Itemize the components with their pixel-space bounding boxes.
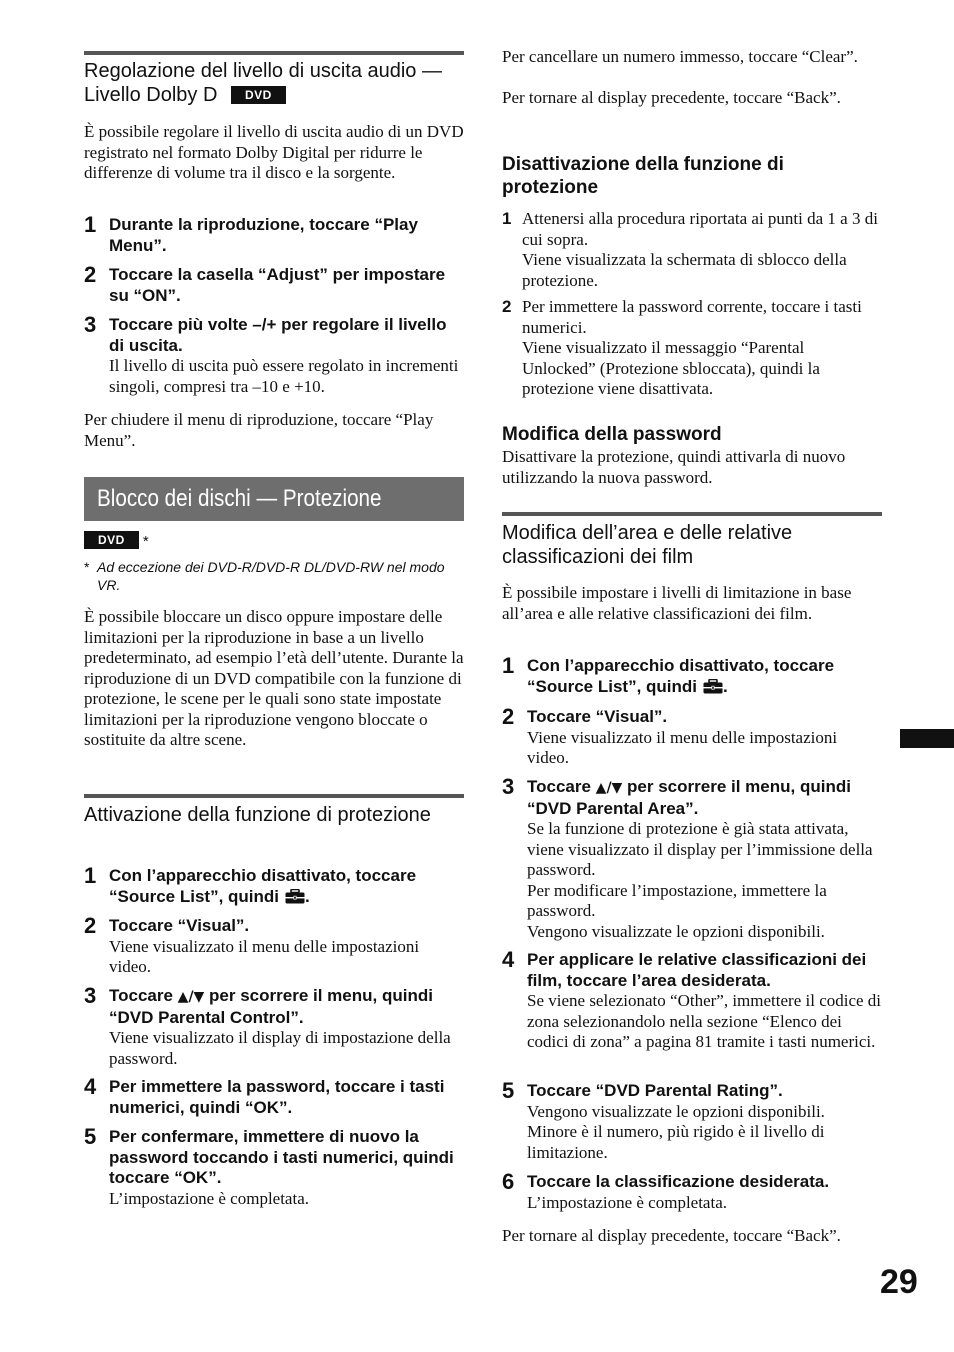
step-note: Se la funzione di protezione è già stata attivata, viene visualizzato il display per l’immissione della password.: [527, 819, 873, 879]
section-title-change-password: Modifica della password: [502, 424, 722, 445]
step-number: 2: [84, 262, 97, 287]
area-step-5: [502, 1078, 882, 1163]
section-rule: [84, 51, 464, 55]
footnote-text: Ad eccezione dei DVD-R/DVD-R DL/DVD-RW nel modo VR.: [97, 559, 445, 593]
step-text: Per immettere la password corrente, toccare i tasti numerici.: [522, 297, 862, 337]
activation-step-1: [84, 863, 464, 907]
step-number: 1: [84, 863, 97, 888]
step-text: [527, 777, 882, 819]
step-number: 5: [84, 1124, 97, 1149]
step-number: 2: [502, 704, 515, 729]
area-closing: Per tornare al display precedente, toccare “Back”.: [502, 1226, 841, 1245]
disable-step-1: [502, 209, 882, 291]
step-text: Per applicare le relative classificazioni dei film, toccare l’area desiderata.: [527, 950, 867, 990]
protection-intro: È possibile bloccare un disco oppure impostare delle limitazioni per la riproduzione in base a un livello predeterminato, ad esempio l’età dell’utente. Durante la riproduzione di un DVD compatibile con la funzione di protezione, le scene per le quali sono state impostate limitazioni per la riproduzione vengono bloccate o sostituite da altre scene.: [84, 607, 464, 749]
asterisk: *: [142, 533, 149, 550]
toolbox-icon: [285, 889, 305, 904]
activation-step-2: [84, 913, 464, 978]
step-text: Per immettere la password, toccare i tasti numerici, quindi “OK”.: [109, 1077, 445, 1117]
section-title-text: Regolazione del livello di uscita audio — Livello Dolby D: [84, 60, 442, 106]
dolby-step-3: [84, 312, 464, 397]
step-number: 3: [84, 983, 97, 1008]
step-note: Se viene selezionato “Other”, immettere il codice di zona selezionandolo nella sezione “Elenco dei codici di zona” a pagina 81 tramite i tasti numerici.: [527, 991, 882, 1051]
step-text-main: Con l’apparecchio disattivato, toccare “Source List”, quindi: [527, 656, 835, 696]
step-note: Viene visualizzato il messaggio “Parental Unlocked” (Protezione sbloccata), quindi la protezione viene disattivata.: [522, 338, 820, 398]
step-number: 5: [502, 1078, 515, 1103]
dolby-closing: Per chiudere il menu di riproduzione, toccare “Play Menu”.: [84, 410, 434, 450]
section-title-dolby: [84, 59, 464, 107]
dolby-step-2: [84, 262, 464, 306]
step-note: Il livello di uscita può essere regolato in incrementi singoli, compresi tra –10 e +10.: [109, 356, 459, 396]
step-text-tail: .: [305, 886, 310, 906]
dolby-step-1: [84, 212, 464, 256]
activation-step-5: [84, 1124, 464, 1209]
step-text: Toccare la casella “Adjust” per impostare su “ON”.: [109, 265, 446, 305]
step-note: Vengono visualizzate le opzioni disponibili.: [527, 921, 825, 941]
banner-badge-row: [84, 531, 149, 551]
section-title-area: Modifica dell’area e delle relative classificazioni dei film: [502, 522, 793, 568]
activation-step-3: [84, 983, 464, 1069]
step-number: 3: [502, 774, 515, 799]
step-note: Per modificare l’impostazione, immettere la password.: [527, 880, 827, 920]
step-note: Viene visualizzato il menu delle impostazioni video.: [109, 936, 420, 976]
section-rule: [502, 512, 882, 516]
area-step-3: [502, 774, 882, 942]
section-title-activation: Attivazione della funzione di protezione: [84, 804, 431, 826]
clear-note: Per cancellare un numero immesso, toccare “Clear”.: [502, 47, 858, 66]
area-step-1: [502, 653, 882, 697]
step-text: Toccare “Visual”.: [109, 916, 250, 935]
footnote: [84, 558, 464, 594]
step-number: 1: [502, 653, 515, 678]
step-text: Per confermare, immettere di nuovo la password toccando i tasti numerici, quindi toccare “OK”.: [109, 1127, 454, 1187]
step-note: Vengono visualizzate le opzioni disponibili.: [527, 1101, 825, 1121]
side-tab-marker: [900, 729, 954, 748]
step-text: Attenersi alla procedura riportata ai punti da 1 a 3 di cui sopra.: [522, 209, 878, 249]
section-rule: [84, 794, 464, 798]
area-step-4: [502, 947, 882, 1053]
step-number: 4: [84, 1074, 97, 1099]
step-note: Viene visualizzata la schermata di sblocco della protezione.: [522, 250, 847, 290]
step-text: Durante la riproduzione, toccare “Play Menu”.: [109, 215, 418, 255]
change-password-text: Disattivare la protezione, quindi attivarla di nuovo utilizzando la nuova password.: [502, 447, 846, 487]
step-number: 4: [502, 947, 515, 972]
banner-title: Blocco dei dischi — Protezione: [97, 485, 382, 512]
step-note: Viene visualizzato il menu delle impostazioni video.: [527, 727, 838, 767]
step-number: 1: [84, 212, 97, 237]
step-text: Toccare “Visual”.: [527, 707, 668, 726]
section-title-disable: Disattivazione della funzione di protezione: [502, 154, 784, 198]
step-text: [109, 986, 464, 1028]
step-text: [527, 656, 882, 697]
footnote-mark: *: [84, 559, 90, 575]
step-text: Toccare più volte –/+ per regolare il livello di uscita.: [109, 315, 447, 355]
dvd-badge: DVD: [84, 531, 139, 549]
up-down-arrows-icon: ▲/▼: [595, 780, 623, 796]
area-intro: È possibile impostare i livelli di limitazione in base all’area e alle relative classificazioni dei film.: [502, 583, 852, 623]
step-text-tail: .: [723, 676, 728, 696]
step-number: 2: [502, 297, 512, 316]
step-text-a: Toccare: [527, 777, 596, 796]
page-number: 29: [880, 1263, 918, 1301]
dolby-intro: È possibile regolare il livello di uscita audio di un DVD registrato nel formato Dolby Digital per ridurre le differenze di volume tra il disco e la sorgente.: [84, 122, 464, 182]
step-note: L’impostazione è completata.: [109, 1188, 309, 1208]
step-number: 1: [502, 209, 512, 228]
activation-step-4: [84, 1074, 464, 1118]
step-text-b: per scorrere il menu, quindi “DVD Parental Area”.: [527, 777, 851, 818]
step-text-b: per scorrere il menu, quindi “DVD Parental Control”.: [109, 986, 433, 1027]
up-down-arrows-icon: ▲/▼: [177, 989, 205, 1005]
step-number: 2: [84, 913, 97, 938]
step-text-a: Toccare: [109, 986, 178, 1005]
back-note: Per tornare al display precedente, toccare “Back”.: [502, 88, 841, 107]
step-note: Viene visualizzato il display di impostazione della password.: [109, 1028, 451, 1068]
area-step-2: [502, 704, 882, 769]
step-text: [109, 866, 464, 907]
area-step-6: [502, 1169, 882, 1213]
step-number: 6: [502, 1169, 515, 1194]
step-text: Toccare “DVD Parental Rating”.: [527, 1081, 783, 1100]
dvd-badge: DVD: [231, 86, 286, 104]
step-number: 3: [84, 312, 97, 337]
step-text: Toccare la classificazione desiderata.: [527, 1172, 830, 1191]
disable-step-2: [502, 297, 882, 400]
protection-banner: [84, 477, 464, 521]
toolbox-icon: [703, 679, 723, 694]
step-note: L’impostazione è completata.: [527, 1192, 727, 1212]
step-text-main: Con l’apparecchio disattivato, toccare “Source List”, quindi: [109, 866, 417, 906]
step-note: Minore è il numero, più rigido è il livello di limitazione.: [527, 1122, 825, 1162]
